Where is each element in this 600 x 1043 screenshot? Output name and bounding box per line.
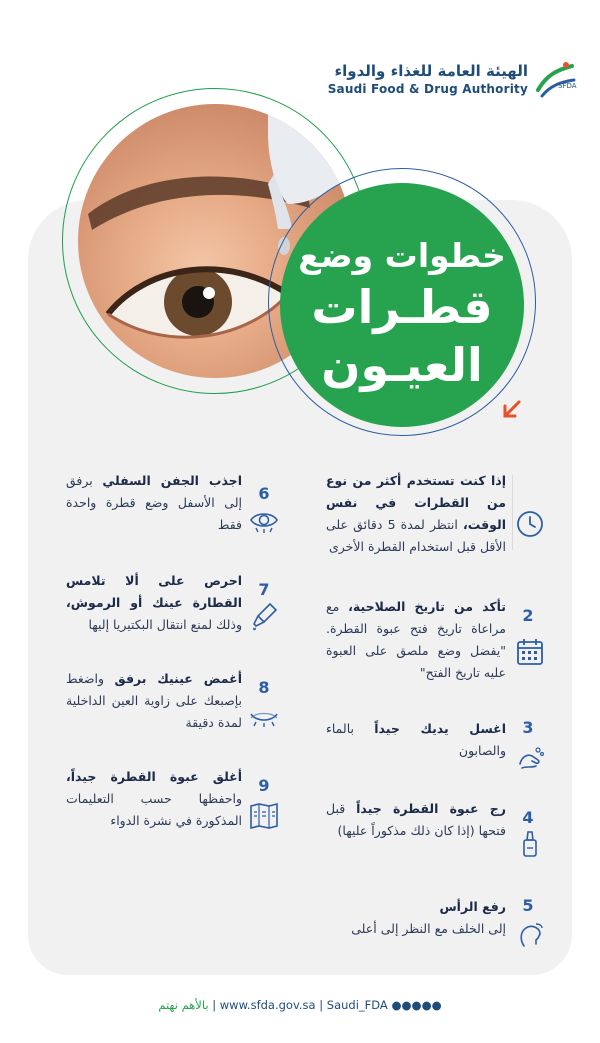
step-7 (66, 570, 242, 636)
step-6-number: 6 (258, 484, 270, 503)
step-6-text: برفق إلى الأسفل وضع قطرة واحدة فقط (66, 473, 242, 532)
step-1-text: انتظر لمدة 5 دقائق على الأقل قبل استخدام القطرة الأخرى (326, 517, 506, 554)
step-3-title: اغسل يديك جيداً (374, 721, 506, 736)
footer-separator: | (319, 998, 324, 1012)
facebook-icon[interactable]: ● (391, 998, 402, 1012)
logo-arabic-name: الهيئة العامة للغذاء والدواء (334, 62, 528, 80)
sfda-logo-icon (532, 56, 578, 102)
step-9 (66, 766, 242, 832)
eye-icon (248, 504, 280, 536)
eye-dropper-icon (248, 600, 280, 632)
footer-slogan: بالأهم نهتم (158, 998, 209, 1012)
step-8-title: أغمض عينيك برفق (114, 671, 242, 686)
footer-website-link[interactable]: www.sfda.gov.sa (219, 998, 316, 1012)
step-4 (326, 798, 506, 842)
youtube-icon[interactable]: ● (411, 998, 422, 1012)
title-line-2: قطـرات (311, 280, 493, 334)
svg-text:SFDA: SFDA (558, 82, 577, 90)
calendar-icon (514, 636, 546, 668)
step-5-text: إلى الخلف مع النظر إلى أعلى (351, 921, 506, 936)
leaflet-icon (248, 800, 280, 832)
step-6-title: اجذب الجفن السفلي (102, 473, 242, 488)
step-8-text: واضغط بإصبعك على زاوية العين الداخلية لمدة دقيقة (66, 671, 242, 730)
snapchat-icon[interactable]: ● (421, 998, 432, 1012)
step-8-number: 8 (258, 678, 270, 697)
divider (512, 475, 513, 550)
step-2-text: مع مراعاة تاريخ فتح عبوة القطرة. "يفضل وضع ملصق على العبوة عليه تاريخ الفتح" (326, 599, 506, 680)
social-icons (391, 998, 441, 1012)
step-1 (326, 470, 506, 558)
step-5 (326, 896, 506, 940)
step-1-title: إذا كنت تستخدم أكثر من نوع من القطرات في نفس الوقت، (326, 473, 506, 532)
step-2-title: تأكد من تاريخ الصلاحية، (348, 599, 506, 614)
logo-english-name: Saudi Food & Drug Authority (327, 82, 528, 96)
twitter-icon[interactable]: ● (431, 998, 442, 1012)
footer-handle[interactable]: Saudi_FDA (326, 998, 388, 1012)
head-tilt-icon (514, 918, 546, 950)
step-5-title: رفع الرأس (439, 899, 506, 914)
step-8 (66, 668, 242, 734)
clock-icon (514, 508, 546, 540)
step-9-title: أغلق عبوة القطرة جيداً، (66, 769, 242, 784)
step-7-text: وذلك لمنع انتقال البكتيريا إليها (88, 617, 242, 632)
footer-separator: | (212, 998, 217, 1012)
arrow-down-left-icon (499, 398, 525, 424)
step-4-title: رج عبوة القطرة جيداً (356, 801, 506, 816)
step-5-number: 5 (522, 896, 534, 915)
dropper-bottle-icon (514, 828, 546, 860)
step-3 (326, 718, 506, 762)
step-3-text: بالماء والصابون (326, 721, 506, 758)
step-7-number: 7 (258, 580, 270, 599)
step-3-number: 3 (522, 718, 534, 737)
step-2-number: 2 (522, 606, 534, 625)
step-9-number: 9 (258, 776, 270, 795)
closed-eye-icon (248, 700, 280, 732)
step-7-title: احرص على ألا تلامس القطارة عينك أو الرموش، (66, 573, 242, 610)
footer (0, 998, 600, 1012)
title-line-1: خطوات وضع (298, 236, 506, 275)
hand-wash-icon (514, 742, 546, 774)
instagram-icon[interactable]: ● (401, 998, 412, 1012)
step-4-number: 4 (522, 808, 534, 827)
step-2 (326, 596, 506, 684)
step-9-text: واحفظها حسب التعليمات المذكورة في نشرة الدواء (66, 791, 242, 828)
title-line-3: العيـون (321, 338, 483, 392)
step-6 (66, 470, 242, 536)
step-4-text: قبل فتحها (إذا كان ذلك مذكوراً عليها) (326, 801, 506, 838)
